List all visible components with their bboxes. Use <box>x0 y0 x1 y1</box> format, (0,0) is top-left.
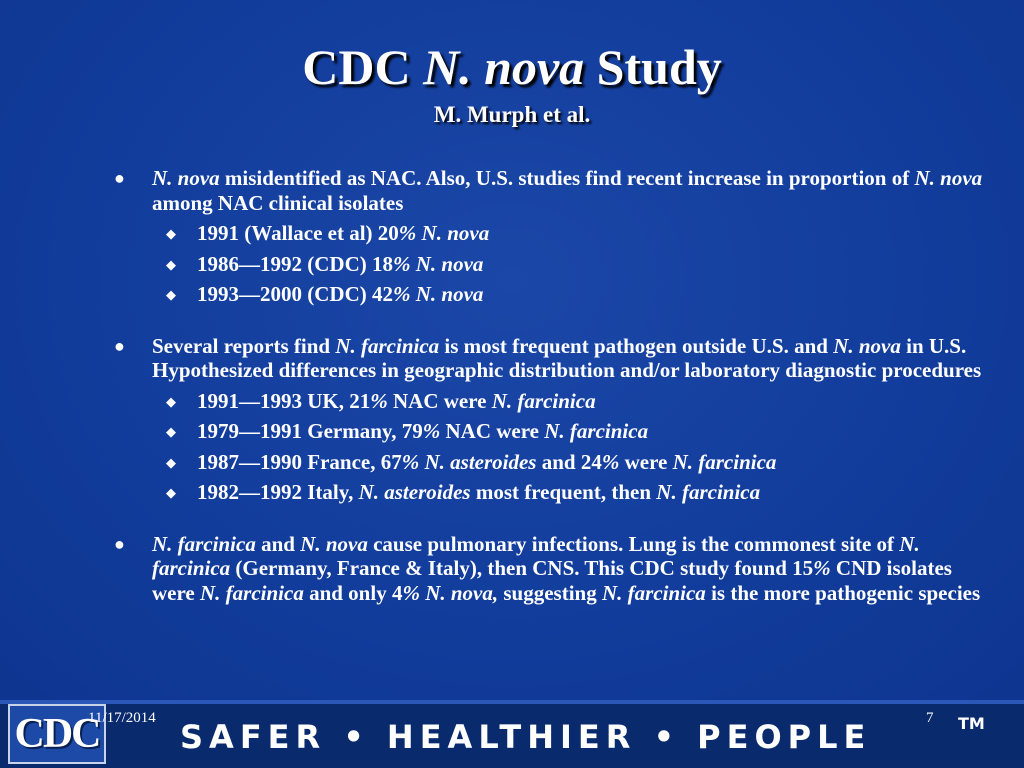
footer-slogan: SAFER • HEALTHIER • PEOPLE <box>180 718 872 756</box>
diamond-icon: ◆ <box>166 424 176 439</box>
bullet-nova-misidentified: ● N. nova misidentified as NAC. Also, U.S. studies find recent increase in proportion of N. nova among NAC clinical isolates <box>114 166 983 215</box>
diamond-icon: ◆ <box>166 454 176 470</box>
sub-bullet: ◆ 1987—1990 France, 67% N. asteroides and 24% were N. farcinica <box>166 449 777 474</box>
diamond-icon: ◆ <box>166 226 176 241</box>
sub-bullet: ◆ 1991—1993 UK, 21% NAC were N. farcinica <box>166 388 596 413</box>
diamond-icon: ◆ <box>166 485 176 500</box>
bullet-list <box>110 166 990 605</box>
sub-bullet: ◆ 1991 (Wallace et al) 20% N. nova <box>166 221 490 245</box>
bullet-dot-icon: ● <box>114 533 125 554</box>
cdc-logo: CDC <box>8 704 106 764</box>
diamond-icon: ◆ <box>166 393 176 409</box>
diamond-icon: ◆ <box>166 256 176 272</box>
footer-bar <box>0 700 1024 768</box>
sub-bullet: ◆ 1979—1991 Germany, 79% NAC were N. farcinica <box>166 419 649 443</box>
slide-date: 11/17/2014 <box>88 710 156 726</box>
sub-bullet: ◆ 1982—1992 Italy, N. asteroides most frequent, then N. farcinica <box>166 480 761 504</box>
sub-bullet: ◆ 1986—1992 (CDC) 18% N. nova <box>166 251 484 276</box>
trademark: TM <box>958 714 985 733</box>
bullet-pulmonary-infections: ● N. farcinica and N. nova cause pulmonary infections. Lung is the commonest site of N. farcinica (Germany, France & Italy), then CNS. This CDC study found 15% CND isolates were N. farcinica and only 4% N. nova, suggesting N. farcinica is the more pathogenic species <box>114 531 981 605</box>
slide-title: CDC N. nova Study <box>302 39 722 95</box>
diamond-icon: ◆ <box>166 287 176 302</box>
bullet-dot-icon: ● <box>114 168 125 188</box>
slide-number: 7 <box>926 710 934 726</box>
bullet-farcinica-reports: ● Several reports find N. farcinica is most frequent pathogen outside U.S. and N. nova in U.S. Hypothesized differences in geographic distribution and/or laboratory diagnostic procedures <box>114 333 982 382</box>
sub-bullet: ◆ 1993—2000 (CDC) 42% N. nova <box>166 282 484 306</box>
slide-subtitle: M. Murph et al. <box>433 102 591 127</box>
bullet-dot-icon: ● <box>114 335 125 356</box>
